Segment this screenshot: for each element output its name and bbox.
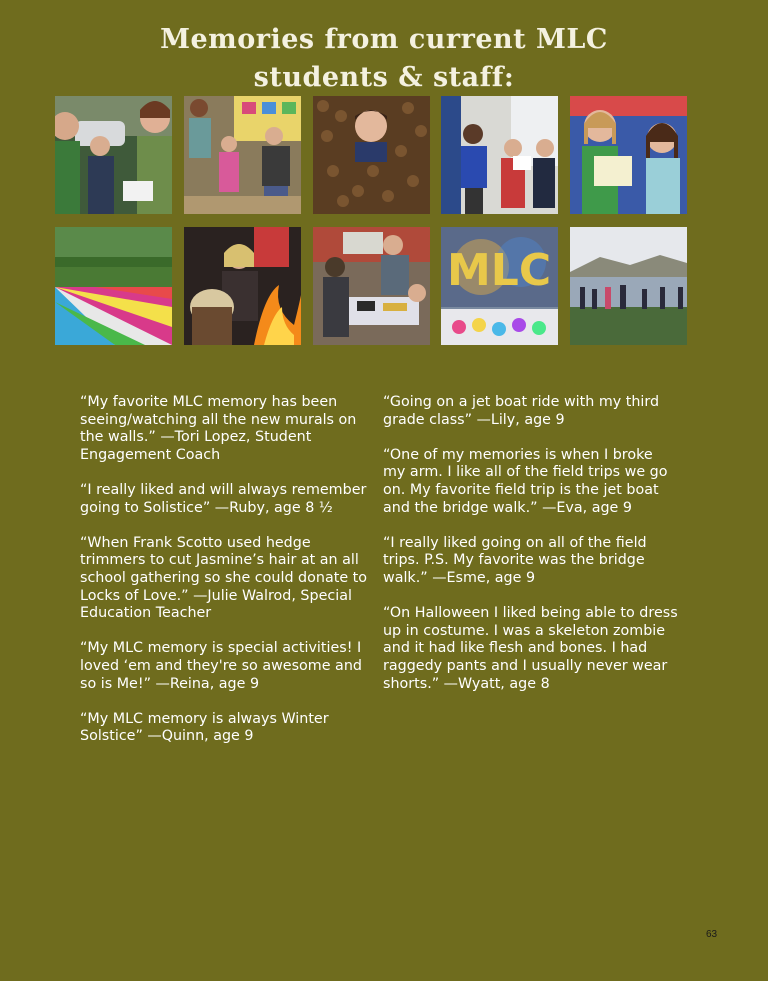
photo-boy-in-leaves xyxy=(313,96,430,214)
photo-cooking-activity xyxy=(313,227,430,345)
photo-drumming-fire xyxy=(184,227,301,345)
page-title-line-2: students & staff: xyxy=(253,62,515,93)
quote: “My favorite MLC memory has been seeing/watching all the new murals on the walls.” —Tori Lopez, Student Engagement Coach xyxy=(80,394,357,463)
quote: “I really liked and will always remember going to Solistice” —Ruby, age 8 ½ xyxy=(80,481,367,516)
quotes-right-column xyxy=(383,394,679,711)
quote: “My MLC memory is special activities! I loved ‘em and they're so awesome and so is Me!” —Reina, age 9 xyxy=(80,640,362,692)
quote: “I really liked going on all of the field trips. P.S. My favorite was the bridge walk.” —Esme, age 9 xyxy=(383,534,647,586)
photo-mlc-balloons xyxy=(441,227,558,345)
quote: “One of my memories is when I broke my arm. I like all of the field trips we go on. My favorite field trip is the jet boat and the bridge walk.” —Eva, age 9 xyxy=(383,446,668,516)
svg-text:MLC: MLC xyxy=(447,245,552,296)
quote: “When Frank Scotto used hedge trimmers to cut Jasmine’s hair at an all school gathering so she could donate to Locks of Love.” —Julie Walrod, Special Education Teacher xyxy=(80,534,368,622)
quotes-left-column xyxy=(80,394,376,763)
photo-parachute-play xyxy=(55,227,172,345)
photo-kids-cheering xyxy=(441,96,558,214)
photo-field-trip-lake xyxy=(570,227,687,345)
photo-adults-with-child xyxy=(55,96,172,214)
quote: “My MLC memory is always Winter Solstice” —Quinn, age 9 xyxy=(80,710,329,745)
page-title-line-1: Memories from current MLC xyxy=(160,24,608,55)
page-number: 63 xyxy=(706,929,718,940)
quote: “On Halloween I liked being able to dress up in costume. I was a skeleton zombie and it had like flesh and bones. I had raggedy pants and I usually never wear shorts.” —Wyatt, age 8 xyxy=(383,605,678,692)
quote: “Going on a jet boat ride with my third grade class” —Lily, age 9 xyxy=(383,394,660,428)
photo-kids-dancing xyxy=(184,96,301,214)
photo-girls-with-drawing xyxy=(570,96,687,214)
